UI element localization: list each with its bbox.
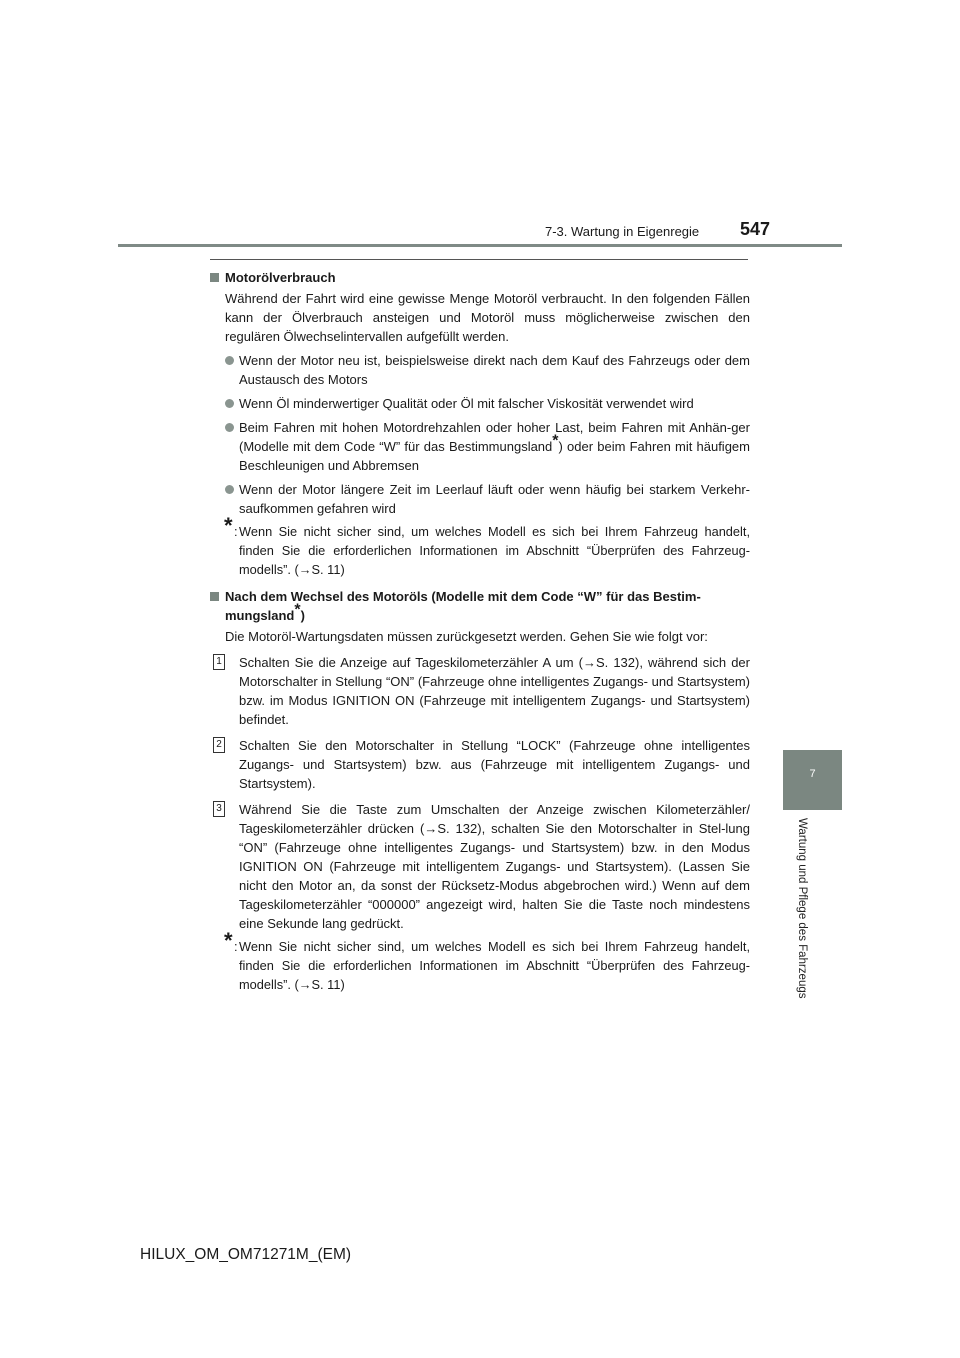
chapter-tab (783, 750, 842, 810)
footnote: * : Wenn Sie nicht sicher sind, um welches Modell es sich bei Ihrem Fahrzeug handelt, finden Sie die erforderlichen Informationen im Abschnitt “Überprüfen des Fahrzeug-modells”. (→S. 11) (224, 513, 750, 577)
step-number-badge: 2 (213, 737, 225, 753)
chapter-title-vertical: Wartung und Pflege des Fahrzeugs (796, 818, 808, 999)
asterisk-icon: * (224, 513, 233, 538)
asterisk-marker: * (294, 601, 301, 619)
step-item: 1 Schalten Sie die Anzeige auf Tageskilometerzähler A um (→S. 132), während sich der Motorschalter in Stellung “ON” (Fahrzeuge ohne intelligentes Zugangs- und Startsystem) bzw. im Modus IGNITION ON (Fahrzeuge mit intelligentem Zugangs- und Startsystem) befindet. (210, 653, 750, 729)
step-item: 3 Während Sie die Taste zum Umschalten der Anzeige zwischen Kilometerzähler/ Tageskilometerzähler drücken (→S. 132), schalten Sie den Motorschalter in Stel-lung “ON” (Fahrzeuge ohne intelligentes Zugangs- und Startsystem) bzw. in den Modus IGNITION ON (Fahrzeuge mit intelligentem Zugangs- und Startsystem). (Lassen Sie nicht den Motor an, da sonst der Rücksetz-Modus abgebrochen wird.) Wenn auf dem Tageskilometerzähler “000000” angezeigt wird, halten Sie die Taste noch mindestens eine Sekunde lang gedrückt. (210, 800, 750, 933)
header-section-title: 7-3. Wartung in Eigenregie (545, 224, 700, 239)
asterisk-icon: * (224, 928, 233, 953)
square-bullet-icon (210, 592, 219, 601)
square-bullet-icon (210, 273, 219, 282)
circle-bullet-icon (225, 399, 234, 408)
section-intro: Während der Fahrt wird eine gewisse Menge Motoröl verbraucht. In den folgenden Fällen kann der Ölverbrauch ansteigen und Motoröl muss möglicherweise zwischen den regulären Ölwechselintervallen aufgefüllt werden. (225, 291, 750, 344)
step-item: 2 Schalten Sie den Motorschalter in Stellung “LOCK” (Fahrzeuge ohne intelligentes Zugangs- und Startsystem) bzw. aus (Fahrzeuge mit intelligentem Zugangs- und Startsystem). (210, 736, 750, 793)
document-id: HILUX_OM_OM71271M_(EM) (140, 1246, 352, 1263)
footnote-colon: : (234, 524, 238, 539)
list-item: Wenn Öl minderwertiger Qualität oder Öl mit falscher Viskosität verwendet wird (210, 394, 750, 413)
header-divider (118, 244, 842, 247)
footnote-colon: : (234, 939, 238, 954)
footnote: * : Wenn Sie nicht sicher sind, um welches Modell es sich bei Ihrem Fahrzeug handelt, finden Sie die erforderlichen Informationen im Abschnitt “Überprüfen des Fahrzeug-modells”. (→S. 11) (224, 928, 750, 992)
list-item: Beim Fahren mit hohen Motordrehzahlen oder hoher Last, beim Fahren mit Anhän-ger (Modelle mit dem Code “W” für das Bestimmungsland*) oder beim Fahren mit häufigem Beschleunigen und Abbremsen (210, 418, 750, 475)
circle-bullet-icon (225, 356, 234, 365)
circle-bullet-icon (225, 485, 234, 494)
page-number: 547 (740, 219, 771, 239)
step-number-badge: 3 (213, 801, 225, 817)
circle-bullet-icon (225, 423, 234, 432)
page-content (210, 268, 750, 994)
section-intro: Die Motoröl-Wartungsdaten müssen zurückgesetzt werden. Gehen Sie wie folgt vor: (225, 629, 708, 644)
step-number-badge: 1 (213, 654, 225, 670)
content-divider (210, 259, 748, 260)
asterisk-marker: * (552, 432, 559, 450)
section-heading-oil-consumption: Motorölverbrauch (210, 268, 750, 287)
list-item: Wenn der Motor neu ist, beispielsweise direkt nach dem Kauf des Fahrzeugs oder dem Austausch des Motors (210, 351, 750, 389)
chapter-number: 7 (809, 768, 816, 780)
list-item: Wenn der Motor längere Zeit im Leerlauf läuft oder wenn häufig bei starkem Verkehr-saufkommen gefahren wird (210, 480, 750, 518)
section-heading-oil-change: Nach dem Wechsel des Motoröls (Modelle mit dem Code “W” für das Bestim-mungsland*) (210, 587, 750, 625)
